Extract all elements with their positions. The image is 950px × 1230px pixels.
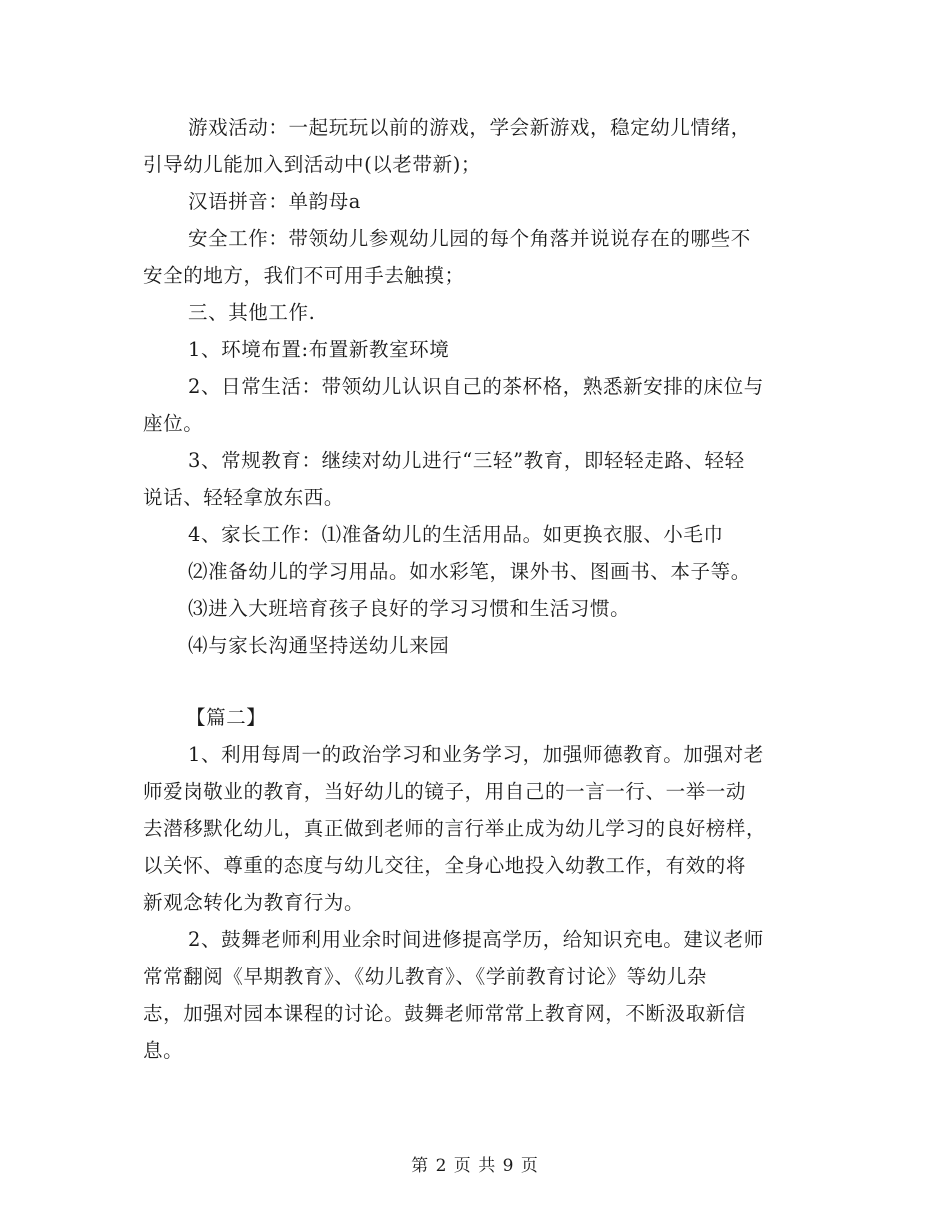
paragraph-line: 1、利用每周一的政治学习和业务学习，加强师德教育。加强对老 <box>188 743 764 766</box>
paragraph-line: 汉语拼音：单韵母a <box>188 190 362 213</box>
paragraph-line: 引导幼儿能加入到活动中(以老带新)； <box>143 153 482 176</box>
paragraph-line: 座位。 <box>143 412 204 435</box>
paragraph-line: ⑷与家长沟通坚持送幼儿来园 <box>188 634 450 657</box>
paragraph-line: 安全工作：带领幼儿参观幼儿园的每个角落并说说存在的哪些不 <box>188 227 751 250</box>
section-heading: 【篇二】 <box>186 706 267 729</box>
paragraph-line: 去潜移默化幼儿，真正做到老师的言行举止成为幼儿学习的良好榜样， <box>143 817 767 840</box>
paragraph-line: 2、鼓舞老师利用业余时间进修提高学历，给知识充电。建议老师 <box>188 928 764 951</box>
section-heading: 三、其他工作. <box>188 301 316 324</box>
paragraph-line: 4、家长工作：⑴准备幼儿的生活用品。如更换衣服、小毛巾 <box>188 523 724 546</box>
paragraph-line: ⑵准备幼儿的学习用品。如水彩笔，课外书、图画书、本子等。 <box>188 560 751 583</box>
paragraph-line: 说话、轻轻拿放东西。 <box>143 486 345 509</box>
paragraph-line: 游戏活动：一起玩玩以前的游戏，学会新游戏，稳定幼儿情绪， <box>188 116 751 139</box>
paragraph-line: 新观念转化为教育行为。 <box>143 891 365 914</box>
paragraph-line: ⑶进入大班培育孩子良好的学习习惯和生活习惯。 <box>188 597 631 620</box>
paragraph-line: 息。 <box>143 1039 184 1062</box>
paragraph-line: 安全的地方，我们不可用手去触摸； <box>143 264 465 287</box>
paragraph-line: 1、环境布置:布置新教室环境 <box>188 338 450 361</box>
paragraph-line: 以关怀、尊重的态度与幼儿交往，全身心地投入幼教工作，有效的将 <box>143 854 747 877</box>
paragraph-line: 常常翻阅《早期教育》、《幼儿教育》、《学前教育讨论》等幼儿杂 <box>143 965 708 988</box>
paragraph-line: 3、常规教育：继续对幼儿进行“三轻”教育，即轻轻走路、轻轻 <box>188 449 745 472</box>
page-footer: 第 2 页 共 9 页 <box>411 1156 539 1176</box>
paragraph-line: 师爱岗敬业的教育，当好幼儿的镜子，用自己的一言一行、一举一动 <box>143 780 747 803</box>
paragraph-line: 志，加强对园本课程的讨论。鼓舞老师常常上教育网，不断汲取新信 <box>143 1002 747 1025</box>
paragraph-line: 2、日常生活：带领幼儿认识自己的茶杯格，熟悉新安排的床位与 <box>188 375 764 398</box>
